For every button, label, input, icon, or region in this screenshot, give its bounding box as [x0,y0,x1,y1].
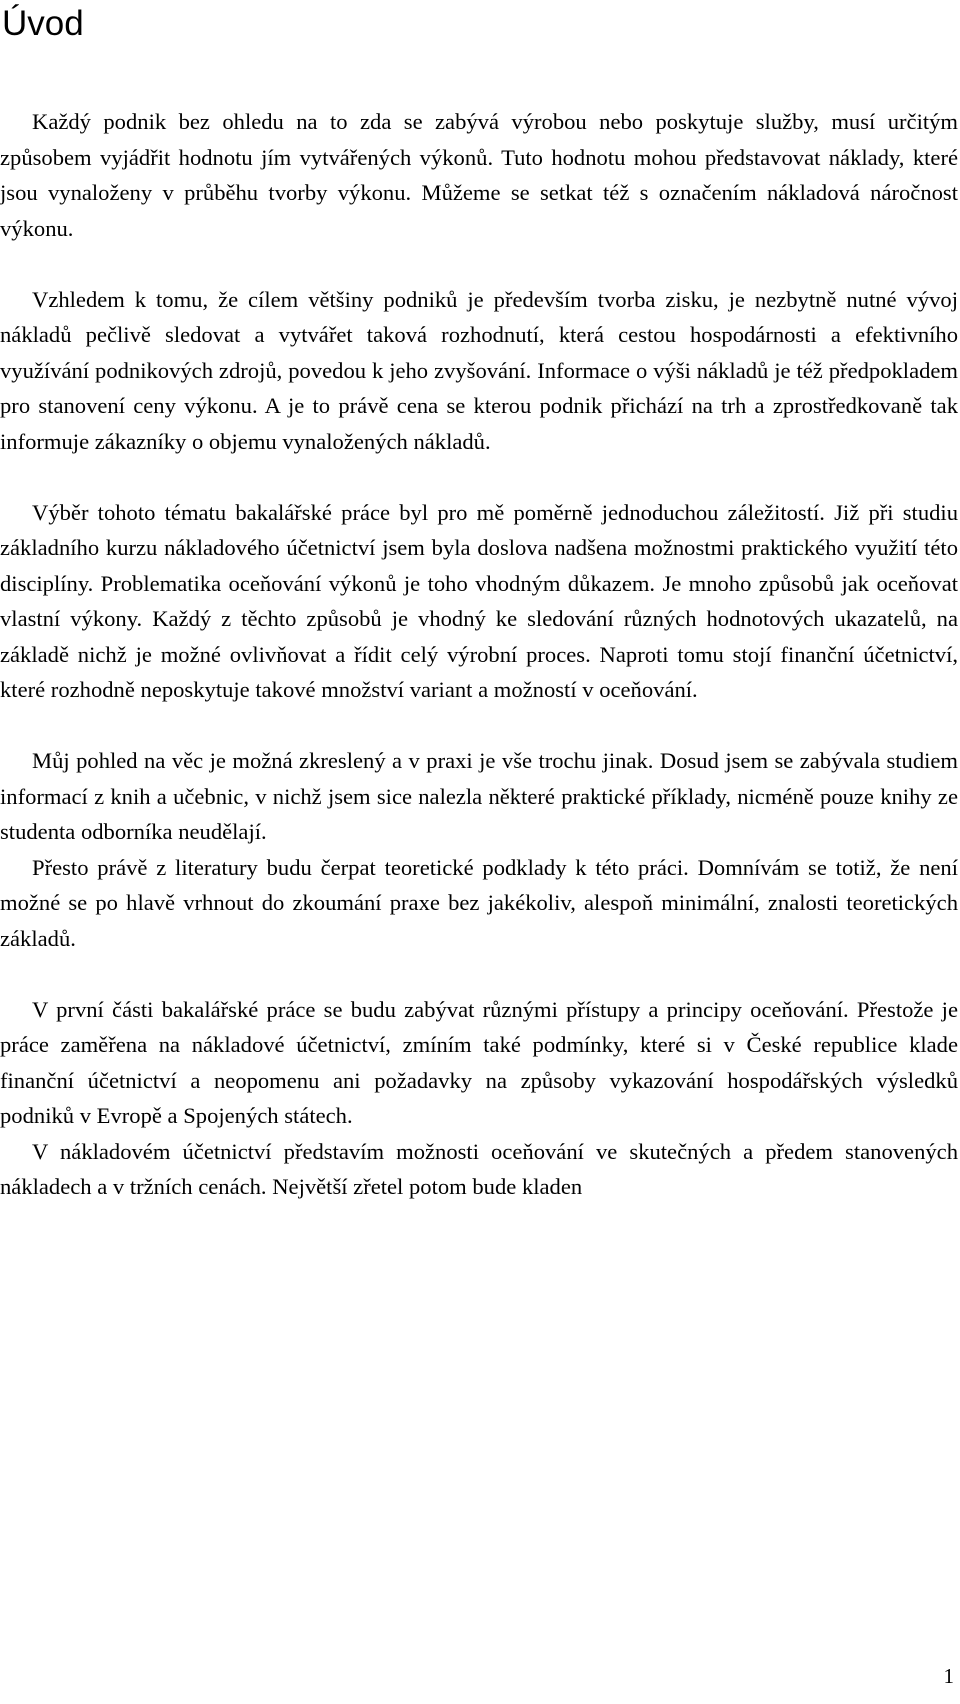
paragraph-first-part: V první části bakalářské práce se budu zabývat různými přístupy a principy oceňování. Přestože je práce zaměřena na nákladové účetnictví, zmíním také podmínky, které si v České republice klade finanční účetnictví a neopomenu ani požadavky na způsoby vykazování hospodářských výsledků podniků v Evropě a Spojených státech. [0,996,958,1128]
paragraph-cost-accounting: V nákladovém účetnictví představím možnosti oceňování ve skutečných a předem stanovených nákladech a v tržních cenách. Největší zřetel potom bude kladen [0,1138,958,1199]
section-heading: Úvod [2,4,84,43]
paragraph-viewpoint: Můj pohled na věc je možná zkreslený a v praxi je vše trochu jinak. Dosud jsem se zabývala studiem informací z knih a učebnic, v nichž jsem sice nalezla některé praktické příklady, nicméně pouze knihy ze studenta odborníka neudělají. [0,748,958,844]
paragraph-intro: Každý podnik bez ohledu na to zda se zabývá výrobou nebo poskytuje služby, musí určitým způsobem vyjádřit hodnotu jím vytvářených výkonů. Tuto hodnotu mohou představovat náklady, které jsou vynaloženy v průběhu tvorby výkonu. Můžeme se setkat též s označením nákladová náročnost výkonu. [0,109,958,241]
paragraph-cost-tracking: Vzhledem k tomu, že cílem většiny podniků je především tvorba zisku, je nezbytně nutné vývoj nákladů pečlivě sledovat a vytvářet taková rozhodnutí, která cestou hospodárnosti a efektivního využívání podnikových zdrojů, povedou k jeho zvyšování. Informace o výši nákladů je též předpokladem pro stanovení ceny výkonu. A je to právě cena se kterou podnik přichází na trh a zprostředkovaně tak informuje zákazníky o objemu vynaložených nákladů. [0,286,958,454]
page-number: 1 [943,1664,954,1688]
paragraph-literature: Přesto právě z literatury budu čerpat teoretické podklady k této práci. Domnívám se totiž, že není možné se po hlavě vrhnout do zkoumání praxe bez jakékoliv, alespoň minimální, znalosti teoretických základů. [0,854,958,951]
paragraph-topic-choice: Výběr tohoto tématu bakalářské práce byl pro mě poměrně jednoduchou záležitostí. Již při studiu základního kurzu nákladového účetnictví jsem byla doslova nadšena možnostmi praktického využití této disciplíny. Problematika oceňování výkonů je toho vhodným důkazem. Je mnoho způsobů jak oceňovat vlastní výkony. Každý z těchto způsobů je vhodný ke sledování různých hodnotových ukazatelů, na základě nichž je možné ovlivňovat a řídit celý výrobní proces. Naproti tomu stojí finanční účetnictví, které rozhodně neposkytuje takové množství variant a možností v oceňování. [0,499,958,702]
body-text [0,104,958,1205]
